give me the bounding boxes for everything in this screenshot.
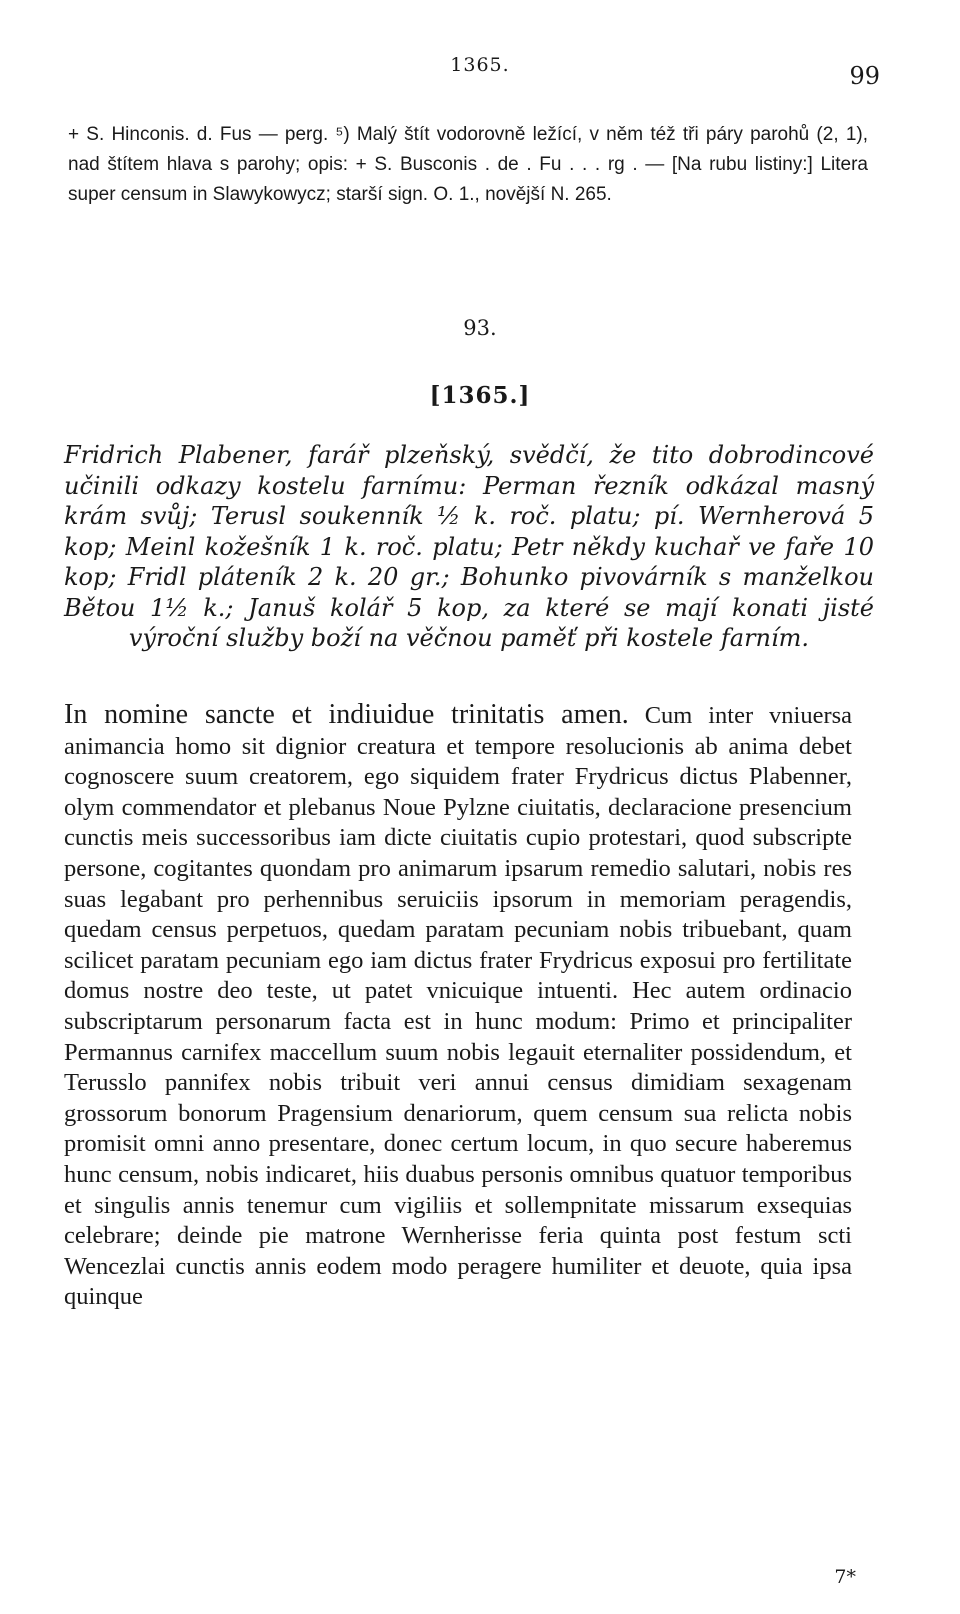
document-date: [1365.] (429, 382, 531, 409)
charter-body: Cum inter vniuersa animancia homo sit dignior creatura et tempore resolucionis ab anima debet cognoscere suum creatorem, ego siquidem frater Frydricus dictus Plabenner, olym commendator et plebanus Noue Pylzne ciuitatis, declaracione presencium cunctis meis successoribus iam dicte ciuitatis cupio protestari, quod subscripte persone, cogitantes quondam pro animarum ipsarum remedio salutari, nobis res suas legabant pro perhennibus seruiciis ipsorum in memoriam peragendis, quedam census perpetuos, quedam paratam pecuniam nobis tribuebant, quam scilicet paratam pecuniam ego iam dictus frater Frydricus exposui pro fertilitate domus nostre deo teste, ut patet vnicuique intuenti. Hec autem ordinacio subscriptarum personarum facta est in hunc modum: Primo et principaliter Permannus carnifex maccellum suum nobis legauit eternaliter possidendum, et Terusslo pannifex nobis tribuit veri annui census dimidiam sexagenam grossorum bonorum Pragensium denariorum, quem censum sua relicta nobis promisit omni anno presentare, donec certum locum, in quo secure haberemus hunc censum, nobis indicaret, hiis duabus personis omnibus quatuor temporibus et singulis annis tenemur cum vigiliis et sollempnitate missarum exsequias celebrare; deinde pie matrone Wernherisse feria quinta post festum scti Wencezlai cunctis annis eodem modo peragere humiliter et deuote, quia ipsa quinque (64, 702, 853, 1311)
footnote-seal-description: + S. Hinconis. d. Fus — perg. ⁵) Malý štít vodorovně ležící, v něm též tři páry parohů (2, 1), nad štítem hlava s parohy; opis: + S. Busconis . de . Fu . . . rg . — [Na rubu listiny:] Litera super censum in Slawykowycz; starší sign. O. 1., novější N. 265. (68, 124, 868, 205)
printer-signature-mark: 7* (834, 1566, 856, 1588)
charter-incipit: In nomine sancte et indiuidue trinitatis amen. (64, 699, 629, 730)
document-number: 93. (463, 316, 497, 340)
latin-charter-text (64, 700, 852, 1313)
czech-regest-summary: Fridrich Plabener, farář plzeňský, svědčí, že tito dobrodincové učinili odkazy kostelu farnímu: Perman řezník odkázal masný krám svůj; Terusl soukenník ½ k. roč. platu; pí. Wernherová 5 kop; Meinl kožešník 1 k. roč. platu; Petr někdy kuchař ve faře 10 kop; Fridl pláteník 2 k. 20 gr.; Bohunko pivovárník s manželkou Bětou 1½ k.; Januš kolář 5 kop, za které se mají konati jisté výroční služby boží na věčnou paměť při kostele farním. (64, 441, 874, 652)
running-head-year: 1365. (450, 54, 510, 76)
page-number: 99 (849, 62, 880, 90)
